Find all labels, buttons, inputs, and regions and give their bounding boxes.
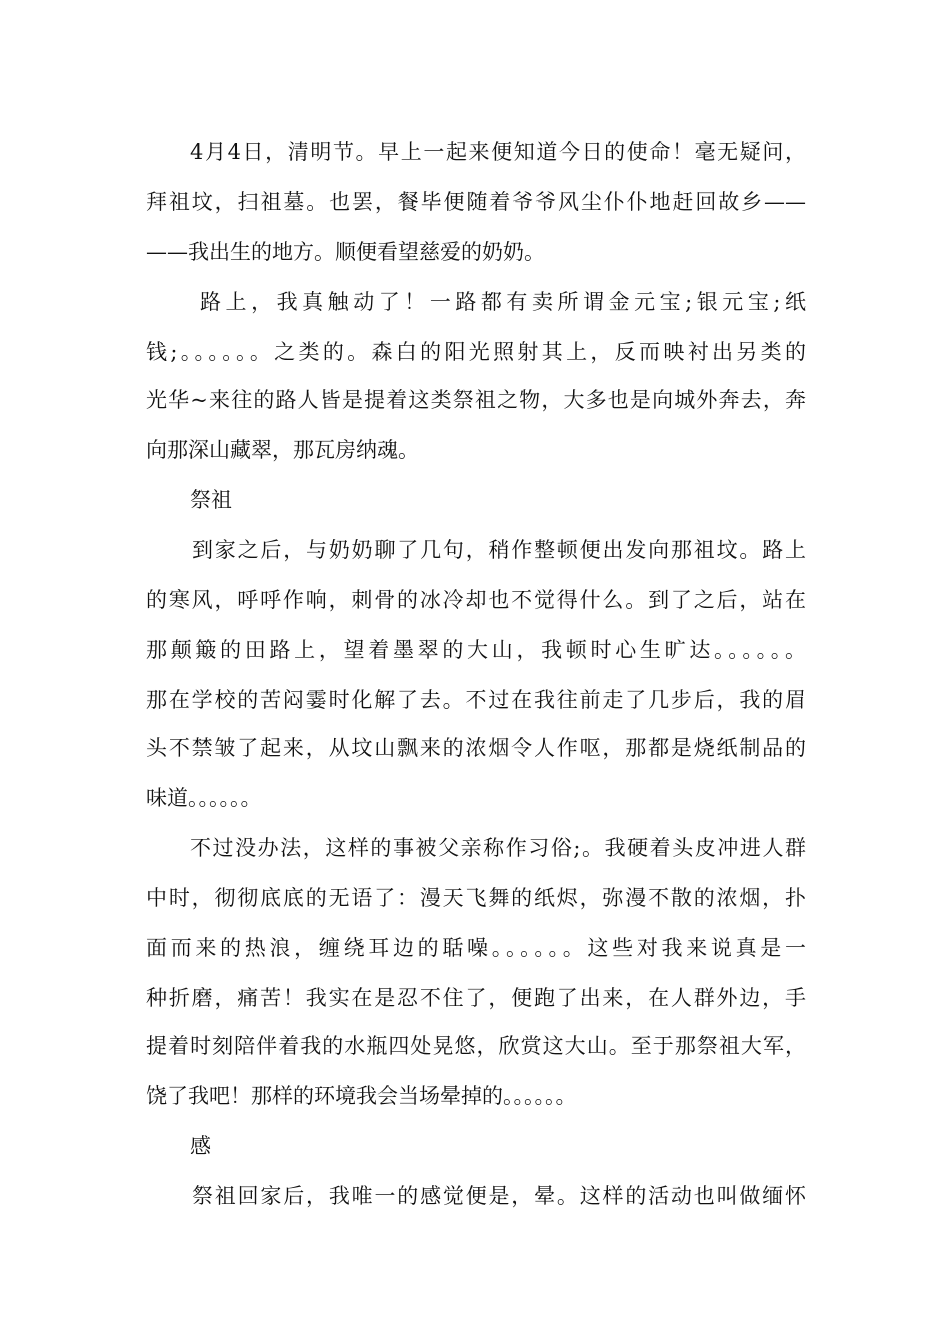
section-heading: 感 (190, 1134, 211, 1158)
paragraph-line: 拜祖坟，扫祖墓。也罢，餐毕便随着爷爷风尘仆仆地赶回故乡—— (146, 190, 806, 214)
paragraph-line: 向那深山藏翠，那瓦房纳魂。 (146, 438, 419, 462)
section-heading: 祭祖 (190, 488, 232, 512)
paragraph-line: 中时，彻彻底底的无语了：漫天飞舞的纸烬，弥漫不散的浓烟，扑 (146, 886, 806, 910)
paragraph-line: 种折磨，痛苦！我实在是忍不住了，便跑了出来，在人群外边，手 (146, 986, 806, 1010)
paragraph-line: 祭祖回家后，我唯一的感觉便是，晕。这样的活动也叫做缅怀 (192, 1184, 806, 1208)
paragraph-line: 面而来的热浪，缠绕耳边的聒噪。。。。。。这些对我来说真是一 (146, 936, 806, 960)
paragraph-line: 钱;。。。。。。之类的。森白的阳光照射其上，反而映衬出另类的 (146, 340, 806, 364)
paragraph-line: 饶了我吧！那样的环境我会当场晕掉的。。。。。。 (146, 1084, 577, 1108)
paragraph-line: ——我出生的地方。顺便看望慈爱的奶奶。 (146, 240, 545, 264)
paragraph-line: 光华~来往的路人皆是提着这类祭祖之物，大多也是向城外奔去，奔 (146, 388, 806, 412)
paragraph-line: 味道。。。。。。 (146, 786, 262, 810)
paragraph-line: 头不禁皱了起来，从坟山飘来的浓烟令人作呕，那都是烧纸制品的 (146, 736, 806, 760)
paragraph-line: 路上，我真触动了！一路都有卖所谓金元宝;银元宝;纸 (200, 290, 806, 314)
paragraph-line: 到家之后，与奶奶聊了几句，稍作整顿便出发向那祖坟。路上 (192, 538, 806, 562)
paragraph-line: 4月4日，清明节。早上一起来便知道今日的使命！毫无疑问， (190, 140, 806, 164)
paragraph-line: 那颠簸的田路上，望着墨翠的大山，我顿时心生旷达。。。。。。 (146, 638, 806, 662)
paragraph-line: 不过没办法，这样的事被父亲称作习俗;。我硬着头皮冲进人群 (190, 836, 806, 860)
paragraph-line: 那在学校的苦闷霎时化解了去。不过在我往前走了几步后，我的眉 (146, 688, 806, 712)
paragraph-line: 的寒风，呼呼作响，刺骨的冰冷却也不觉得什么。到了之后，站在 (146, 588, 806, 612)
paragraph-line: 提着时刻陪伴着我的水瓶四处晃悠，欣赏这大山。至于那祭祖大军， (146, 1034, 806, 1058)
